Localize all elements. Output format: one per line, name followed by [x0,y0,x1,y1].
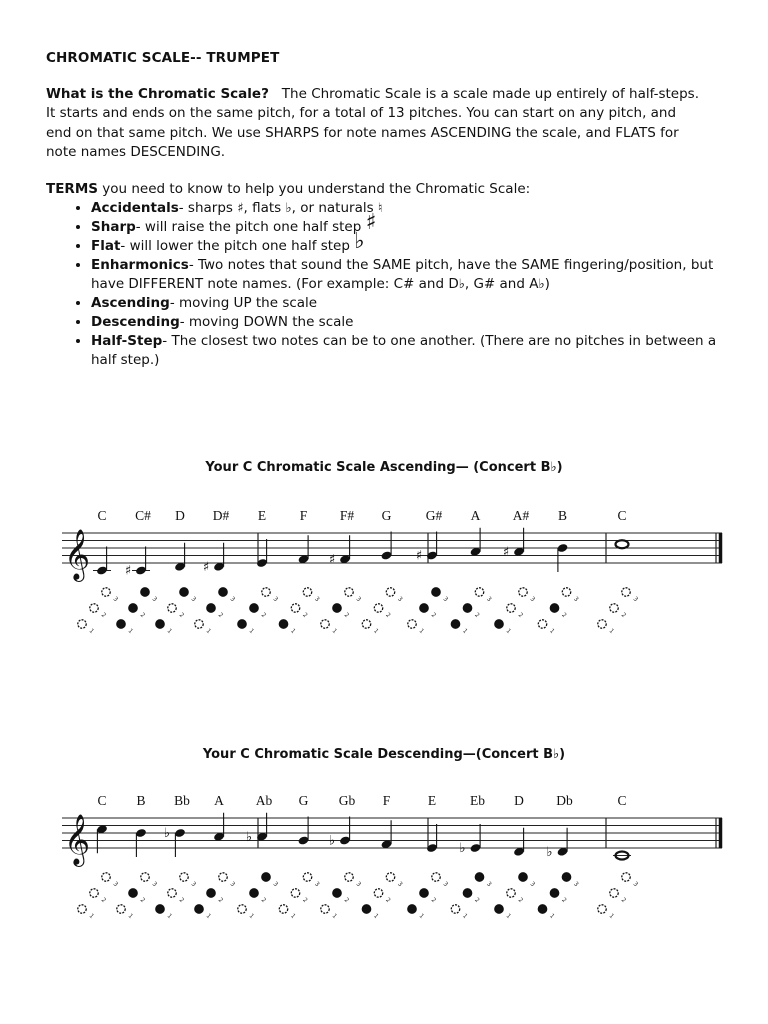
valve-open-icon [507,889,515,897]
valve-pressed-icon [550,889,558,897]
valve-open-icon [408,620,416,628]
note-name-label: G# [425,508,443,523]
valve-number-label: 1 [247,912,256,921]
valve-number-label: 2 [473,611,481,620]
valve-pressed-icon [562,873,570,881]
valve-fingering-chart [495,588,537,635]
term-enharmonics: • Enharmonics- Two notes that sound the SAME pitch, have the SAME fingering/position, but have DIFFERENT note names. (For example: C# and D♭, G# and A♭) [91,256,736,294]
valve-pressed-icon [250,604,258,612]
scale-note [598,508,640,635]
valve-open-icon [291,889,299,897]
valve-pressed-icon [451,620,459,628]
scale-note [495,793,537,920]
note-name-label: Gb [338,793,356,808]
note-name-label: Db [556,793,573,808]
valve-number-label: 3 [485,880,493,889]
terms-section [46,180,736,370]
valve-number-label: 1 [504,627,513,636]
valve-pressed-icon [129,604,137,612]
note-name-label: D [175,508,185,523]
valve-number-label: 2 [99,611,108,620]
valve-number-label: 1 [461,912,469,921]
note-name-label: C [97,793,107,808]
descending-staff-block [0,785,768,939]
valve-number-label: 1 [204,627,213,636]
valve-pressed-icon [463,604,471,612]
staff-lines [62,818,722,848]
valve-number-label: 1 [548,627,556,636]
valve-number-label: 2 [177,896,186,905]
valve-fingering-chart [538,588,580,635]
valve-open-icon [78,620,86,628]
valve-number-label: 1 [461,627,469,636]
scale-note [538,508,580,635]
flat-symbol-icon: ♭ [538,277,545,292]
valve-pressed-icon [180,588,188,596]
valve-pressed-icon [420,889,428,897]
scale-note [279,508,321,635]
treble-clef-icon: 𝄞 [64,814,91,865]
note-name-label: Eb [470,793,485,808]
valve-number-label: 3 [528,880,537,889]
terms-list [46,199,736,370]
valve-open-icon [562,588,570,596]
valve-number-label: 2 [560,896,568,905]
valve-fingering-chart [495,873,537,920]
valve-number-label: 3 [111,595,120,604]
valve-pressed-icon [519,873,527,881]
valve-pressed-icon [219,588,227,596]
valve-number-label: 2 [384,896,392,905]
valve-open-icon [238,905,246,913]
valve-number-label: 1 [289,912,297,921]
scale-note [321,793,363,920]
valve-pressed-icon [420,604,428,612]
natural-symbol-icon: ♮ [377,201,383,216]
valve-pressed-icon [195,905,203,913]
valve-number-label: 3 [228,595,237,604]
valve-pressed-icon [495,905,503,913]
valve-number-label: 1 [548,912,556,921]
valve-open-icon [622,873,630,881]
valve-pressed-icon [207,889,215,897]
valve-number-label: 1 [607,627,616,636]
valve-number-label: 3 [313,595,321,604]
descending-heading: Your C Chromatic Scale Descending—(Concert B♭) [202,747,566,762]
term-half-step: • Half-Step- The closest two notes can be to one another. (There are no pitches in between a half step.) [91,332,736,370]
valve-number-label: 2 [473,896,481,905]
valve-open-icon [219,873,227,881]
valve-pressed-icon [362,905,370,913]
valve-number-label: 2 [301,896,309,905]
valve-number-label: 1 [289,627,297,636]
note-name-label: E [427,793,437,808]
valve-pressed-icon [333,889,341,897]
note-name-label: F [382,793,391,808]
valve-fingering-chart [117,588,159,635]
valve-number-label: 2 [301,611,309,620]
valve-number-label: 2 [516,611,525,620]
valve-number-label: 2 [342,611,351,620]
sharp-symbol-icon: ♯ [237,201,244,216]
whole-notehead [616,540,629,548]
valve-number-label: 1 [87,912,96,921]
valve-pressed-icon [475,873,483,881]
descending-staff-figure [0,785,768,935]
scale-note [495,508,537,635]
valve-open-icon [475,588,483,596]
sharp-accidental-icon: ♯ [124,563,132,579]
valve-number-label: 1 [417,912,426,921]
note-name-label: G [298,793,309,808]
flat-symbol-icon: ♭ [285,201,292,216]
valve-open-icon [610,889,618,897]
valve-pressed-icon [156,905,164,913]
flat-symbol-icon: ♭ [458,277,465,292]
term-sharp: • Sharp- will raise the pitch one half step ♯ [91,218,736,237]
scale-note [156,793,198,920]
note-name-label: A# [512,508,530,523]
valve-number-label: 1 [607,912,616,921]
valve-number-label: 1 [204,912,213,921]
valve-pressed-icon [432,588,440,596]
valve-fingering-chart [238,588,280,635]
valve-fingering-chart [362,588,404,635]
sharp-accidental-icon: ♯ [202,559,210,575]
sharp-accidental-icon: ♯ [328,552,336,568]
scale-note [238,508,280,635]
scale-note [195,793,237,920]
valve-pressed-icon [495,620,503,628]
valve-number-label: 2 [259,611,268,620]
valve-number-label: 1 [372,627,380,636]
note-name-label: D [514,793,524,808]
intro-line-1: The Chromatic Scale is a scale made up entirely of half-steps. [281,86,699,102]
flat-accidental-icon: ♭ [328,833,336,849]
valve-open-icon [141,873,149,881]
note-name-label: G [381,508,392,523]
valve-pressed-icon [238,620,246,628]
note-name-label: Ab [255,793,273,808]
valve-fingering-chart [78,588,120,635]
valve-pressed-icon [538,905,546,913]
valve-number-label: 3 [354,880,363,889]
valve-number-label: 2 [516,896,525,905]
intro-question: What is the Chromatic Scale? [46,86,269,102]
scale-note [598,793,640,920]
valve-number-label: 3 [354,595,363,604]
valve-open-icon [90,604,98,612]
scale-note [408,508,450,635]
document-title: CHROMATIC SCALE-- TRUMPET [46,50,280,66]
intro-line-4: note names DESCENDING. [46,143,226,160]
valve-number-label: 3 [228,880,237,889]
valve-number-label: 3 [150,880,159,889]
valve-open-icon [386,873,394,881]
valve-open-icon [321,905,329,913]
valve-open-icon [102,588,110,596]
valve-number-label: 1 [417,627,426,636]
valve-open-icon [117,905,125,913]
scale-note [279,793,321,920]
terms-heading: TERMS [46,181,98,197]
ascending-staff-figure [0,500,768,650]
intro-paragraph [46,85,736,162]
valve-fingering-chart [451,588,493,635]
valve-fingering-chart [195,588,237,635]
valve-open-icon [180,873,188,881]
note-name-label: C [617,793,627,808]
valve-open-icon [374,604,382,612]
valve-pressed-icon [207,604,215,612]
valve-open-icon [78,905,86,913]
valve-number-label: 1 [126,912,135,921]
valve-pressed-icon [141,588,149,596]
valve-number-label: 3 [572,595,580,604]
valve-number-label: 1 [165,912,174,921]
valve-number-label: 1 [504,912,513,921]
valve-open-icon [622,588,630,596]
intro-line-2: It starts and ends on the same pitch, for a total of 13 pitches. You can start on any pitch, and [46,105,677,122]
valve-number-label: 1 [165,627,174,636]
valve-number-label: 2 [138,611,147,620]
sharp-accidental-icon: ♯ [415,548,423,564]
valve-open-icon [321,620,329,628]
valve-number-label: 1 [372,912,380,921]
valve-open-icon [538,620,546,628]
note-name-label: E [257,508,267,523]
ascending-staff-block [0,500,768,654]
term-flat: • Flat- will lower the pitch one half step ♭ [91,237,736,256]
valve-open-icon [362,620,370,628]
valve-fingering-chart [408,588,450,635]
note-name-label: B [136,793,146,808]
flat-accidental-icon: ♭ [459,841,466,856]
valve-open-icon [291,604,299,612]
valve-fingering-chart [279,873,321,920]
valve-fingering-chart [78,873,120,920]
valve-number-label: 2 [342,896,351,905]
valve-open-icon [102,873,110,881]
valve-open-icon [90,889,98,897]
scale-note [117,508,159,635]
valve-fingering-chart [598,873,640,920]
flat-accidental-icon: ♭ [546,844,553,860]
note-name-label: C# [135,508,151,523]
valve-number-label: 3 [528,595,537,604]
valve-open-icon [168,604,176,612]
term-descending: • Descending- moving DOWN the scale [91,313,736,332]
valve-pressed-icon [550,604,558,612]
valve-open-icon [507,604,515,612]
flat-accidental-icon: ♭ [163,826,171,841]
valve-number-label: 2 [429,611,438,620]
note-name-label: F [299,508,308,523]
note-name-label: D# [212,508,230,523]
valve-fingering-chart [408,873,450,920]
valve-number-label: 1 [126,627,135,636]
note-name-label: C [617,508,627,523]
scale-note [362,793,404,920]
scale-note [156,508,198,635]
valve-number-label: 2 [216,896,225,905]
scale-note [538,793,580,920]
valve-number-label: 2 [619,896,628,905]
valve-fingering-chart [117,873,159,920]
scale-note [195,508,237,635]
valve-fingering-chart [321,873,363,920]
scale-note [451,793,493,920]
valve-number-label: 3 [189,595,198,604]
valve-pressed-icon [156,620,164,628]
scale-note [117,793,159,920]
terms-heading-rest: you need to know to help you understand the Chromatic Scale: [102,181,531,197]
valve-number-label: 1 [330,627,339,636]
valve-fingering-chart [156,873,198,920]
valve-open-icon [598,905,606,913]
term-accidentals: • Accidentals- sharps ♯, flats ♭, or naturals ♮ [91,199,736,218]
valve-open-icon [303,873,311,881]
intro-line-3: end on that same pitch. We use SHARPS for note names ASCENDING the scale, and FLATS for [46,124,679,141]
valve-number-label: 2 [560,611,568,620]
valve-number-label: 3 [271,880,280,889]
valve-open-icon [598,620,606,628]
valve-number-label: 3 [396,880,404,889]
valve-number-label: 3 [189,880,198,889]
note-name-label: Bb [174,793,190,808]
note-name-label: B [557,508,568,523]
valve-open-icon [451,905,459,913]
valve-pressed-icon [129,889,137,897]
scale-note [408,793,450,920]
valve-number-label: 3 [441,880,450,889]
valve-number-label: 3 [485,595,493,604]
valve-pressed-icon [408,905,416,913]
note-name-label: A [470,508,481,523]
valve-pressed-icon [333,604,341,612]
valve-number-label: 3 [631,880,640,889]
valve-fingering-chart [538,873,580,920]
valve-number-label: 1 [247,627,256,636]
valve-number-label: 2 [429,896,438,905]
valve-pressed-icon [279,620,287,628]
treble-clef-icon: 𝄞 [64,529,91,580]
valve-open-icon [432,873,440,881]
valve-open-icon [610,604,618,612]
valve-number-label: 1 [87,627,96,636]
valve-pressed-icon [262,873,270,881]
valve-open-icon [195,620,203,628]
valve-number-label: 3 [150,595,159,604]
flat-accidental-icon: ♭ [245,829,253,845]
valve-fingering-chart [321,588,363,635]
scale-note [238,793,280,920]
ascending-heading: Your C Chromatic Scale Ascending— (Concert B♭) [205,460,563,475]
valve-pressed-icon [463,889,471,897]
valve-open-icon [303,588,311,596]
valve-open-icon [519,588,527,596]
valve-open-icon [345,588,353,596]
scale-note [362,508,404,635]
valve-number-label: 3 [271,595,280,604]
valve-number-label: 3 [572,880,580,889]
flat-symbol-icon: ♭ [354,229,365,254]
valve-number-label: 2 [99,896,108,905]
sharp-accidental-icon: ♯ [502,544,510,560]
scale-note [451,508,493,635]
term-ascending: • Ascending- moving UP the scale [91,294,736,313]
sharp-symbol-icon: ♯ [365,210,377,235]
valve-number-label: 2 [384,611,392,620]
note-name-label: C [97,508,107,523]
note-name-label: F# [339,508,355,523]
valve-fingering-chart [156,588,198,635]
valve-number-label: 2 [138,896,147,905]
valve-number-label: 2 [216,611,225,620]
valve-number-label: 3 [313,880,321,889]
valve-fingering-chart [238,873,280,920]
valve-open-icon [374,889,382,897]
valve-number-label: 1 [330,912,339,921]
valve-pressed-icon [117,620,125,628]
note-name-label: A [214,793,224,808]
valve-open-icon [168,889,176,897]
valve-number-label: 2 [619,611,628,620]
valve-fingering-chart [451,873,493,920]
scale-note [321,508,363,635]
valve-pressed-icon [250,889,258,897]
valve-fingering-chart [195,873,237,920]
valve-number-label: 3 [396,595,404,604]
valve-open-icon [262,588,270,596]
valve-fingering-chart [279,588,321,635]
valve-open-icon [279,905,287,913]
valve-number-label: 2 [177,611,186,620]
valve-fingering-chart [362,873,404,920]
valve-number-label: 3 [631,595,640,604]
valve-fingering-chart [598,588,640,635]
valve-number-label: 3 [111,880,120,889]
valve-number-label: 3 [441,595,450,604]
valve-open-icon [345,873,353,881]
valve-open-icon [386,588,394,596]
valve-number-label: 2 [259,896,268,905]
